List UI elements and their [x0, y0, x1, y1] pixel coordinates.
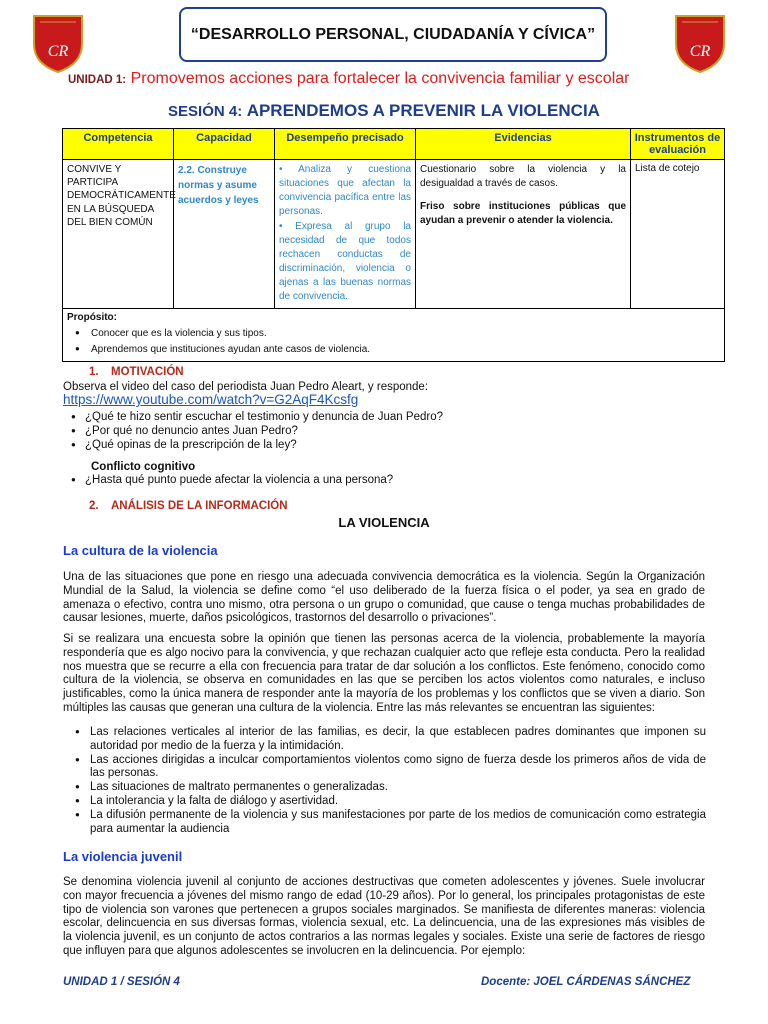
competency-table [62, 128, 725, 362]
list-item: ● ¿Qué opinas de la prescripción de la ley? [63, 439, 713, 453]
section-number: 2. [89, 500, 99, 512]
unit-label: UNIDAD 1: [68, 74, 127, 86]
list-item: ● Las acciones dirigidas a inculcar comportamientos violentos como signo de fuerza desde los primeros años de vida de las personas. [74, 754, 706, 782]
session-line [0, 101, 768, 121]
subheading-cultura: La cultura de la violencia [63, 543, 218, 558]
col-header-competencia: Competencia [63, 129, 174, 160]
footer-teacher: Docente: JOEL CÁRDENAS SÁNCHEZ [481, 976, 691, 988]
cell-proposito [63, 309, 725, 362]
course-title-box [179, 7, 607, 62]
desempeno-item: • Analiza y cuestiona situaciones que afectan la convivencia pacífica entre las personas. [279, 164, 411, 217]
conflicto-title: Conflicto cognitivo [91, 461, 196, 473]
main-topic-title: LA VIOLENCIA [338, 515, 430, 530]
cell-desempeno [275, 160, 416, 309]
list-item: ● Las relaciones verticales al interior de las familias, es decir, la que establecen padres dominantes que imponen su autoridad por medio de la fuerza y la intimidación. [74, 726, 706, 754]
evidencia-item: Cuestionario sobre la violencia y la desigualdad a través de casos. [420, 164, 626, 189]
conflicto-list [63, 474, 713, 488]
table-header-row [63, 129, 725, 160]
paragraph-cultura-1: Una de las situaciones que pone en riesgo una adecuada convivencia democrática es la violencia. Según la Organización Mundial de la Salud, la violencia se define como “el uso deliberado de la fuerza física o el poder, ya sea en grado de amenaza o efectivo, contra uno mismo, otra persona o un grupo o comunidad, que cause o tenga muchas probabilidades de causar lesiones, muerte, daños psicológicos, trastornos del desarrollo o privaciones”. [63, 571, 705, 625]
list-item: ● Las situaciones de maltrato permanentes o generalizadas. [74, 781, 706, 795]
purpose-row [63, 309, 725, 362]
evidencia-item: Friso sobre instituciones públicas que ayudan a prevenir o atender la violencia. [420, 201, 626, 226]
list-item: ● ¿Qué te hizo sentir escuchar el testimonio y denuncia de Juan Pedro? [63, 411, 713, 425]
cell-instrumento: Lista de cotejo [631, 160, 725, 309]
unit-line [68, 70, 728, 88]
course-title: “DESARROLLO PERSONAL, CIUDADANÍA Y CÍVICA” [190, 25, 596, 43]
motivacion-intro: Observa el video del caso del periodista Juan Pedro Aleart, y responde: [63, 381, 429, 393]
unit-title: Promovemos acciones para fortalecer la convivencia familiar y escolar [130, 70, 630, 87]
desempeno-item: • Expresa al grupo la necesidad de que todos rechacen conductas de discriminación, violencia o ajenas a las buenas normas de convivencia. [279, 221, 411, 302]
section-heading-analisis [89, 500, 288, 512]
video-link[interactable]: https://www.youtube.com/watch?v=G2AqF4Kcsfg [63, 392, 359, 407]
session-title: APRENDEMOS A PREVENIR LA VIOLENCIA [246, 101, 600, 120]
footer-unit-session: UNIDAD 1 / SESIÓN 4 [63, 976, 180, 988]
section-title: ANÁLISIS DE LA INFORMACIÓN [111, 500, 288, 512]
causas-list [74, 726, 706, 836]
section-number: 1. [89, 366, 99, 378]
col-header-capacidad: Capacidad [174, 129, 275, 160]
section-heading-motivacion [89, 366, 184, 378]
cell-evidencias [416, 160, 631, 309]
purpose-label: Propósito: [67, 312, 117, 323]
list-item: ● ¿Hasta qué punto puede afectar la violencia a una persona? [63, 474, 713, 488]
list-item: ● La difusión permanente de la violencia y sus manifestaciones por parte de los medios de comunicación como estrategia para aumentar la audiencia [74, 809, 706, 837]
list-item: ● ¿Por qué no denuncio antes Juan Pedro? [63, 425, 713, 439]
svg-text:CR: CR [689, 43, 711, 60]
col-header-desempeno: Desempeño precisado [275, 129, 416, 160]
purpose-item: ● Aprendemos que instituciones ayudan ante casos de violencia. [67, 342, 720, 358]
cell-capacidad: 2.2. Construye normas y asume acuerdos y leyes [174, 160, 275, 309]
col-header-evidencias: Evidencias [416, 129, 631, 160]
col-header-instrumentos: Instrumentos de evaluación [631, 129, 725, 160]
purpose-item: ● Conocer que es la violencia y sus tipos. [67, 326, 720, 342]
section-title: MOTIVACIÓN [111, 366, 184, 378]
paragraph-juvenil: Se denomina violencia juvenil al conjunto de acciones destructivas que cometen adolescentes y jóvenes. Suele involucrar con mayor frecuencia a jóvenes del mismo rango de edad (10-29 años). Por lo general, los principales protagonistas de este tipo de violencia son varones que pertenecen a grupos sociales marginados. Se manifiesta de diferentes maneras: violencia escolar, delincuencia en sus diversas formas, violencia sexual, etc. La delincuencia, una de las expresiones más visibles de la violencia juvenil, es un conjunto de actos contrarios a las normas legales y sociales. Existe una serie de factores de riesgo que influyen para que algunos adolescentes se involucren en la delincuencia. Por ejemplo: [63, 876, 705, 957]
subheading-juvenil: La violencia juvenil [63, 849, 183, 864]
list-item: ● La intolerancia y la falta de diálogo y asertividad. [74, 795, 706, 809]
school-crest-left-icon [30, 12, 86, 74]
motivacion-questions [63, 411, 713, 452]
table-row [63, 160, 725, 309]
school-crest-right-icon [672, 12, 728, 74]
session-label: SESIÓN 4: [168, 103, 243, 120]
cell-competencia: CONVIVE Y PARTICIPA DEMOCRÁTICAMENTE EN LA BÚSQUEDA DEL BIEN COMÚN [63, 160, 174, 309]
svg-text:CR: CR [47, 43, 69, 60]
paragraph-cultura-2: Si se realizara una encuesta sobre la opinión que tienen las personas acerca de la violencia, probablemente la mayoría respondería que es algo nocivo para la convivencia, y que rechazan cualquier acto que refleje esta conducta. Pero la realidad nos muestra que se recurre a ella con frecuencia para tratar de dar solución a los conflictos. Este fenómeno, conocido como cultura de la violencia, se observa en comunidades en las que se perciben los actos violentos como naturales, e incluso justificables, como la única manera de responder ante la mayoría de los problemas y los conflictos que se viven a diario. Son múltiples las causas que generan una cultura de la violencia. Entre las más relevantes se encuentran las siguientes: [63, 633, 705, 714]
